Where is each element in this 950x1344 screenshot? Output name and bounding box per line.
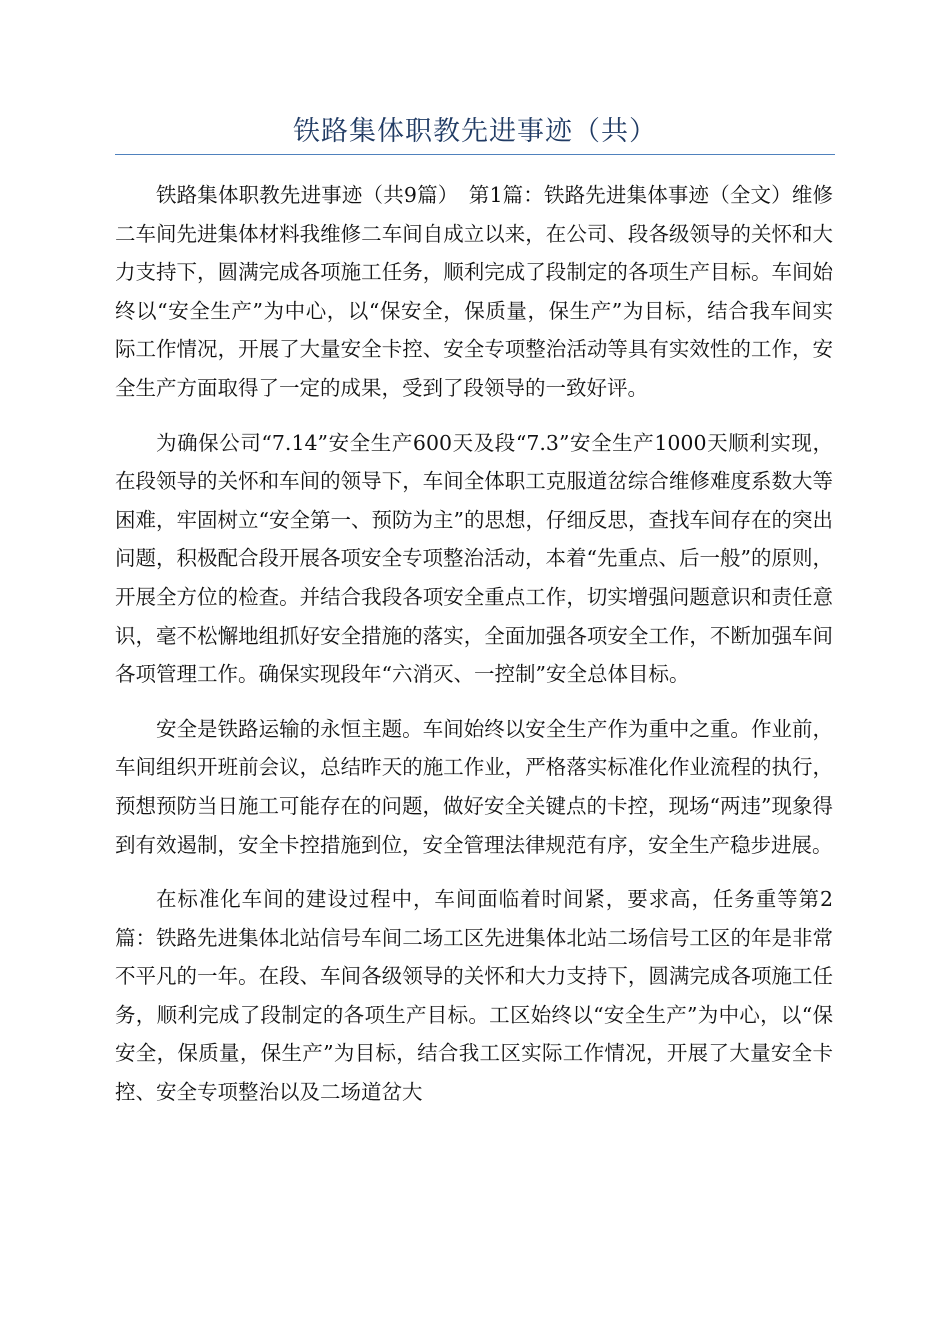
paragraph-3: 安全是铁路运输的永恒主题。车间始终以安全生产作为重中之重。作业前，车间组织开班前会议，总结昨天的施工作业，严格落实标准化作业流程的执行，预想预防当日施工可能存在的问题，做好安全关键点的卡控，现场“两违”现象得到有效遏制，安全卡控措施到位，安全管理法律规范有序，安全生产稳步进展。: [115, 716, 833, 857]
paragraph-4: 在标准化车间的建设过程中，车间面临着时间紧，要求高，任务重等第2篇：铁路先进集体北站信号车间二场工区先进集体北站二场信号工区的年是非常不平凡的一年。在段、车间各级领导的关怀和大力支持下，圆满完成各项施工任务，顺利完成了段制定的各项生产目标。工区始终以“安全生产”为中心，以“保安全，保质量，保生产”为目标，结合我工区实际工作情况，开展了大量安全卡控、安全专项整治以及二场道岔大: [115, 887, 833, 1105]
document-body: [115, 176, 833, 1128]
document-title: 铁路集体职教先进事迹（共）: [293, 116, 657, 147]
title-underline: [115, 154, 835, 155]
paragraph-1: 铁路集体职教先进事迹（共9篇） 第1篇：铁路先进集体事迹（全文）维修二车间先进集体材料我维修二车间自成立以来，在公司、段各级领导的关怀和大力支持下，圆满完成各项施工任务，顺利完成了段制定的各项生产目标。车间始终以“安全生产”为中心，以“保安全，保质量，保生产”为目标，结合我车间实际工作情况，开展了大量安全卡控、安全专项整治活动等具有实效性的工作，安全生产方面取得了一定的成果，受到了段领导的一致好评。: [115, 183, 833, 400]
paragraph-2: 为确保公司“7.14”安全生产600天及段“7.3”安全生产1000天顺利实现，在段领导的关怀和车间的领导下，车间全体职工克服道岔综合维修难度系数大等困难，牢固树立“安全第一、预防为主”的思想，仔细反思，查找车间存在的突出问题，积极配合段开展各项安全专项整治活动，本着“先重点、后一般”的原则，开展全方位的检查。并结合我段各项安全重点工作，切实增强问题意识和责任意识，毫不松懈地组抓好安全措施的落实，全面加强各项安全工作，不断加强车间各项管理工作。确保实现段年“六消灭、一控制”安全总体目标。: [115, 430, 833, 687]
